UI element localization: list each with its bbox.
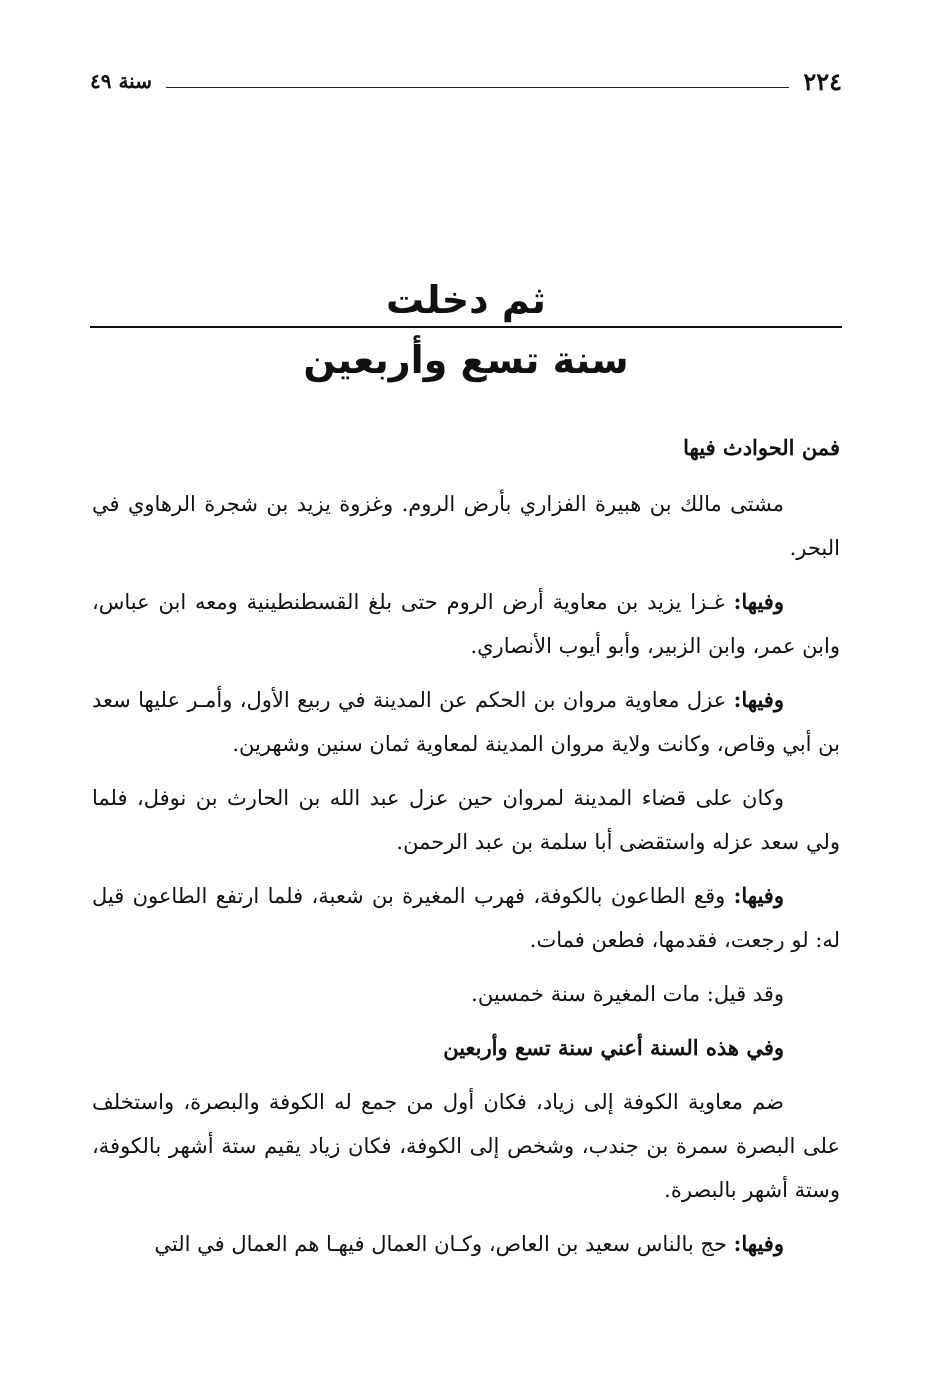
paragraph [92, 678, 840, 766]
paragraph [92, 776, 840, 864]
paragraph-lead: وفيها: [733, 687, 784, 712]
running-header [90, 66, 842, 96]
paragraph [92, 580, 840, 668]
section-heading: فمن الحوادث فيها [683, 435, 840, 460]
paragraph-lead: وفيها: [733, 589, 784, 614]
paragraph-text: وكان على قضاء المدينة لمروان حين عزل عبد الله بن الحارث بن نوفل، فلما ولي سعد عزله واستقضى أبا سلمة بن عبد الرحمن. [92, 786, 840, 854]
paragraph [92, 874, 840, 962]
paragraph [92, 1222, 840, 1266]
paragraph-text: وقع الطاعون بالكوفة، فهرب المغيرة بن شعبة، فلما ارتفع الطاعون قيل له: لو رجعت، فقدمها، فطعن فمات. [92, 884, 840, 952]
header-year-label: سنة ٤٩ [90, 69, 152, 93]
chapter-title-line-2: سنة تسع وأربعين [303, 338, 629, 382]
paragraph [92, 1080, 840, 1212]
title-divider [90, 326, 842, 328]
body-text [92, 426, 840, 1276]
header-rule [166, 87, 789, 88]
paragraph-text: مشتى مالك بن هبيرة الفزاري بأرض الروم. وغزوة يزيد بن شجرة الرهاوي في البحر. [92, 492, 840, 560]
paragraph-text: ضم معاوية الكوفة إلى زياد، فكان أول من جمع له الكوفة والبصرة، واستخلف على البصرة سمرة بن جندب، وشخص إلى الكوفة، فكان زياد يقيم ستة أشهر بالكوفة، وستة أشهر بالبصرة. [92, 1090, 840, 1202]
paragraph [92, 482, 840, 570]
paragraph-lead: وفيها: [733, 1231, 784, 1256]
chapter-title-line-1: ثم دخلت [386, 278, 546, 322]
paragraph-text: عزل معاوية مروان بن الحكم عن المدينة في ربيع الأول، وأمـر عليها سعد بن أبي وقاص، وكانت ولاية مروان المدينة لمعاوية ثمان سنين وشهرين. [92, 688, 840, 756]
paragraph-lead: وفيها: [733, 883, 784, 908]
paragraph [92, 972, 840, 1016]
paragraph-text: حج بالناس سعيد بن العاص، وكـان العمال فيهـا هم العمال في التي [154, 1232, 727, 1256]
paragraph-text: وقد قيل: مات المغيرة سنة خمسين. [471, 982, 784, 1006]
paragraph-text: غـزا يزيد بن معاوية أرض الروم حتى بلغ القسطنطينية ومعه ابن عباس، وابن عمر، وابن الزبير، وأبو أيوب الأنصاري. [92, 590, 840, 658]
page-number: ٢٢٤ [803, 66, 842, 96]
sub-heading: وفي هذه السنة أعني سنة تسع وأربعين [443, 1035, 784, 1060]
